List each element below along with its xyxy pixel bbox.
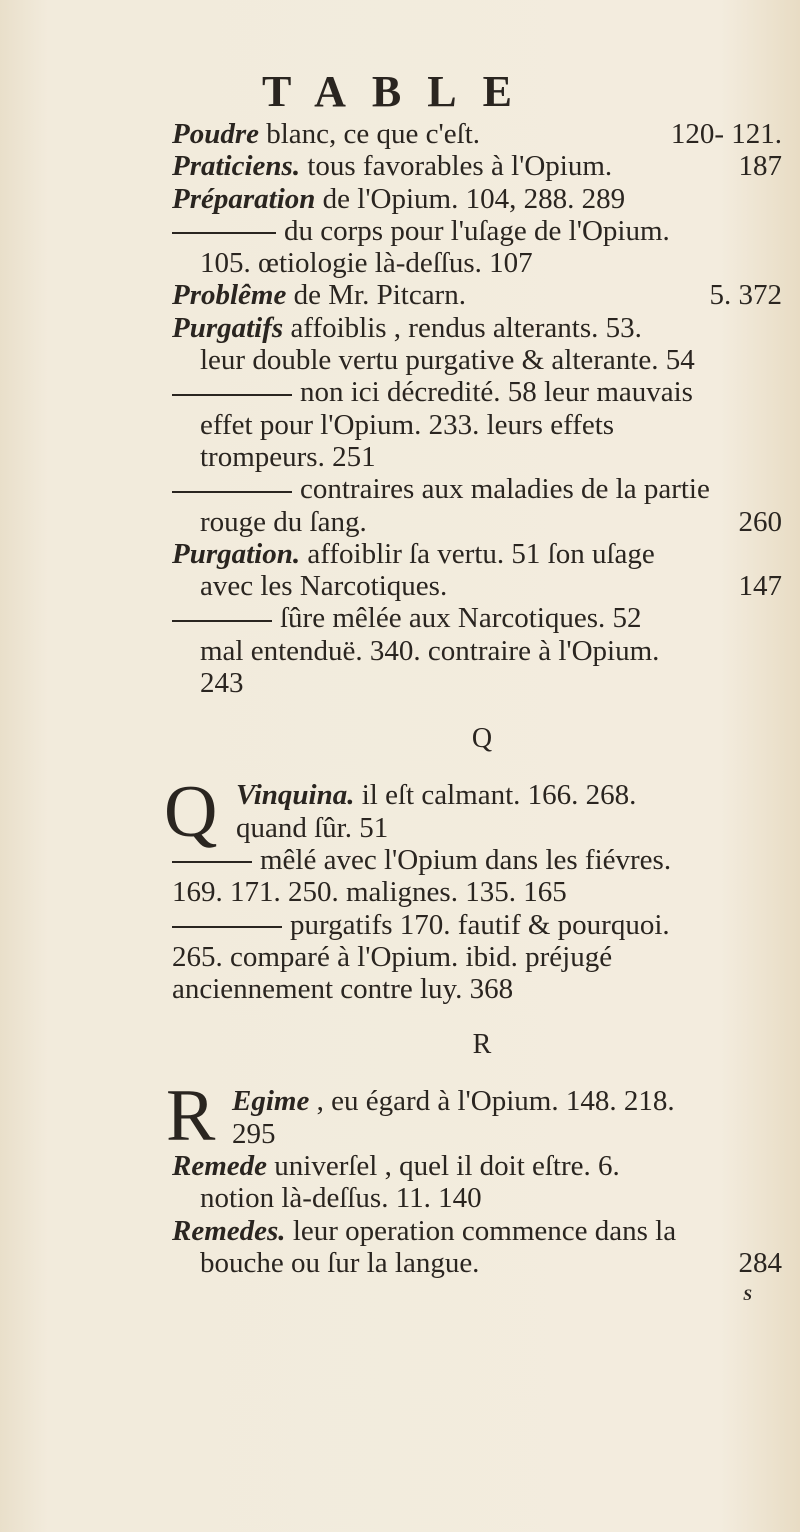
index-line bbox=[172, 183, 792, 215]
index-line bbox=[172, 941, 792, 973]
index-line bbox=[172, 312, 792, 344]
index-line bbox=[172, 844, 792, 876]
repeat-dash bbox=[172, 861, 252, 863]
headword: Praticiens. bbox=[172, 150, 301, 183]
entry-text: bouche ou ſur la langue. bbox=[200, 1246, 480, 1279]
entry-text: 295 bbox=[232, 1117, 276, 1150]
entry-text: de Mr. Pitcarn. bbox=[286, 279, 466, 312]
headword: Egime bbox=[232, 1085, 310, 1118]
entry-text: anciennement contre luy. 368 bbox=[172, 973, 514, 1006]
entry-text: non ici décredité. 58 leur mauvais bbox=[300, 376, 693, 409]
entry-text: affoiblir ſa vertu. 51 ſon uſage bbox=[300, 537, 655, 570]
entry-text: , eu égard à l'Opium. 148. 218. bbox=[309, 1085, 675, 1118]
index-line bbox=[172, 876, 792, 908]
index-line bbox=[172, 150, 792, 182]
headword: Poudre bbox=[172, 118, 259, 150]
page-refs: 284 bbox=[738, 1246, 782, 1279]
index-line bbox=[172, 1118, 792, 1150]
entry-text: 265. comparé à l'Opium. ibid. préjugé bbox=[172, 940, 613, 973]
drop-cap-r: R bbox=[166, 1075, 216, 1158]
index-line bbox=[172, 118, 792, 150]
index-line bbox=[172, 1085, 792, 1117]
entry-text: mêlé avec l'Opium dans les fiévres. bbox=[260, 843, 672, 876]
entry-text: 243 bbox=[200, 667, 244, 700]
index-line bbox=[172, 812, 792, 844]
page-refs: 147 bbox=[738, 570, 782, 603]
index-line bbox=[172, 1182, 792, 1214]
entry-text: quand ſûr. 51 bbox=[236, 811, 389, 844]
headword: Remede bbox=[172, 1150, 268, 1183]
entry-text: affoiblis , rendus alterants. 53. bbox=[283, 311, 642, 344]
entry-text: avec les Narcotiques. bbox=[200, 570, 448, 603]
section-letter-r: R bbox=[472, 1029, 492, 1061]
index-line bbox=[172, 1247, 792, 1279]
index-line bbox=[172, 570, 792, 602]
headword: Remedes. bbox=[172, 1214, 286, 1247]
index-line bbox=[172, 279, 792, 311]
index-line bbox=[172, 602, 792, 634]
index-line bbox=[172, 973, 792, 1005]
index-line bbox=[172, 635, 792, 667]
repeat-dash bbox=[172, 232, 276, 234]
entry-text: tous favorables à l'Opium. bbox=[300, 150, 613, 183]
index-line bbox=[172, 667, 792, 699]
index-line bbox=[172, 538, 792, 570]
page-refs: 260 bbox=[738, 505, 782, 538]
entry-text: effet pour l'Opium. 233. leurs effets bbox=[200, 408, 615, 441]
repeat-dash bbox=[172, 491, 292, 493]
headword: Préparation bbox=[172, 182, 316, 215]
entry-text: du corps pour l'uſage de l'Opium. bbox=[284, 214, 670, 247]
drop-cap-q: Q bbox=[164, 771, 218, 854]
index-line bbox=[172, 409, 792, 441]
index-line bbox=[172, 1150, 792, 1182]
headword: Vinquina. bbox=[236, 779, 355, 812]
index-line bbox=[172, 473, 792, 505]
headword: Purgatifs bbox=[172, 311, 284, 344]
index-entries bbox=[164, 118, 792, 1305]
entry-text: notion là-deſſus. 11. 140 bbox=[200, 1182, 482, 1215]
index-line bbox=[172, 215, 792, 247]
index-line bbox=[172, 506, 792, 538]
page-refs: 187 bbox=[738, 150, 782, 183]
entry-text: ſûre mêlée aux Narcotiques. 52 bbox=[280, 602, 642, 635]
headword: Purgation. bbox=[172, 537, 301, 570]
page-title: TABLE bbox=[262, 67, 538, 116]
entry-text: blanc, ce que c'eſt. bbox=[259, 118, 480, 150]
entry-text: trompeurs. 251 bbox=[200, 440, 376, 473]
index-line bbox=[172, 1215, 792, 1247]
repeat-dash bbox=[172, 394, 292, 396]
section-letter-q: Q bbox=[471, 723, 493, 755]
entry-text: de l'Opium. 104, 288. 289 bbox=[315, 182, 626, 215]
repeat-dash bbox=[172, 620, 272, 622]
entry-text: purgatifs 170. fautif & pourquoi. bbox=[290, 908, 670, 941]
page-refs: 5. 372 bbox=[709, 279, 782, 312]
headword: Problême bbox=[172, 279, 287, 312]
entry-text: il eſt calmant. 166. 268. bbox=[354, 779, 637, 812]
entry-text: univerſel , quel il doit eſtre. 6. bbox=[267, 1150, 620, 1183]
entry-text: mal entenduë. 340. contraire à l'Opium. bbox=[200, 634, 660, 667]
index-line bbox=[172, 779, 792, 811]
entry-text: 105. œtiologie là-deſſus. 107 bbox=[200, 247, 533, 280]
index-line bbox=[172, 441, 792, 473]
entry-text: rouge du ſang. bbox=[200, 505, 367, 538]
repeat-dash bbox=[172, 926, 282, 928]
index-line bbox=[172, 247, 792, 279]
entry-text: contraires aux maladies de la partie bbox=[300, 473, 710, 506]
page-refs: 120- 121. bbox=[670, 118, 782, 150]
index-line bbox=[172, 909, 792, 941]
catchword: S bbox=[743, 1287, 752, 1305]
entry-text: leur double vertu purgative & alterante. 54 bbox=[200, 344, 695, 377]
index-line bbox=[172, 376, 792, 408]
entry-text: 169. 171. 250. malignes. 135. 165 bbox=[172, 876, 567, 909]
index-line bbox=[172, 344, 792, 376]
entry-text: leur operation commence dans la bbox=[285, 1214, 677, 1247]
